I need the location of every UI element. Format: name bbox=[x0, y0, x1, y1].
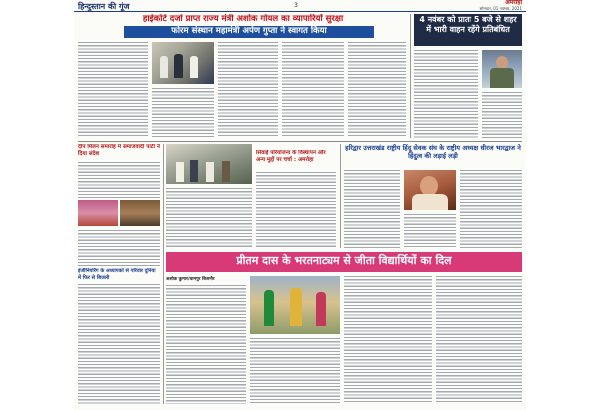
dancer-figure bbox=[316, 292, 326, 326]
story-text bbox=[152, 88, 214, 138]
story-text bbox=[436, 276, 522, 404]
story-text bbox=[348, 42, 406, 138]
story-text bbox=[78, 42, 148, 137]
photo-figure bbox=[222, 161, 230, 182]
officer-photo bbox=[482, 50, 522, 88]
story-text bbox=[414, 50, 478, 138]
newspaper-page bbox=[74, 0, 526, 410]
middle-center-headline: सिवाई परियोजना के विस्थापन और अन्य मुद्दों पर चर्चा : अमरोहा bbox=[256, 150, 326, 163]
story-text bbox=[78, 230, 160, 266]
photo-figure bbox=[190, 56, 198, 78]
story-photo bbox=[78, 200, 118, 226]
page-number: 3 bbox=[294, 2, 298, 9]
dance-photo bbox=[250, 276, 340, 334]
photo-figure bbox=[174, 54, 183, 78]
column-rule bbox=[163, 144, 164, 404]
photo-figure bbox=[176, 162, 184, 182]
edition-title: अमरोहा bbox=[505, 0, 522, 6]
leader-face bbox=[420, 176, 438, 196]
story-text bbox=[166, 188, 252, 248]
bottom-byline: अशोक कुमार/धामपुर बिजनौर bbox=[166, 277, 215, 282]
top-headline-line1: हाईकोर्ट दर्जा प्राप्त राज्य मंत्री अशोक गोयल का व्यापारियों सुरक्षा bbox=[142, 14, 344, 24]
story-text bbox=[256, 172, 336, 248]
top-headline-line2: फोरम संस्थान महामंत्री अर्पण गुप्ता ने स्वागत किया bbox=[124, 26, 374, 38]
masthead-edition bbox=[480, 0, 522, 12]
leader-photo bbox=[404, 170, 456, 210]
column-rule bbox=[410, 14, 411, 138]
lower-left-headline: इंजीनियरिंग के अध्यापकों से परिवार दुनिया में फिर से बिजली bbox=[78, 268, 156, 281]
story-text bbox=[282, 42, 344, 138]
story-text bbox=[344, 170, 400, 248]
story-photo bbox=[152, 42, 214, 84]
photo-figure bbox=[160, 56, 168, 78]
dancer-figure bbox=[290, 288, 302, 326]
story-text bbox=[460, 170, 522, 248]
column-rule bbox=[340, 144, 341, 248]
masthead-title: हिन्दुस्तान की गूंज bbox=[78, 2, 130, 11]
section-divider bbox=[78, 141, 522, 142]
story-text bbox=[78, 284, 160, 404]
leader-clothing bbox=[412, 194, 448, 210]
story-text bbox=[78, 162, 160, 198]
officer-uniform bbox=[490, 68, 514, 88]
edition-date: सोमवार, 01 नवम्बर, 2021 bbox=[479, 6, 522, 11]
story-text bbox=[482, 92, 522, 138]
right-headline: 4 नवंबर को प्रातः 5 बजे से शहर में भारी वाहन रहेंगे प्रतिबंधित bbox=[414, 14, 522, 46]
story-photo bbox=[120, 200, 160, 226]
dancer-figure bbox=[264, 290, 274, 326]
story-text bbox=[250, 338, 340, 404]
middle-right-headline: हरिद्वार उत्तराखंड राष्ट्रीय हिंदू सेवक संघ के राष्ट्रीय अध्यक्ष धीरज भारद्वाज ने हिंदुत्व की लड़ाई लड़ी bbox=[345, 144, 521, 160]
photo-figure bbox=[206, 162, 214, 182]
photo-figure bbox=[190, 160, 198, 182]
bottom-headline: प्रीतम दास के भरतनाट्यम से जीता विद्यार्थियों का दिल bbox=[166, 252, 522, 272]
story-text bbox=[218, 42, 278, 138]
meeting-photo bbox=[166, 144, 252, 184]
story-text bbox=[344, 276, 432, 404]
middle-left-headline: दीप मिलन समारोह में समाजवादी पार्टी ने दिया संदेश bbox=[78, 144, 160, 157]
masthead bbox=[74, 0, 526, 12]
story-text bbox=[404, 214, 456, 248]
story-text bbox=[166, 285, 246, 404]
